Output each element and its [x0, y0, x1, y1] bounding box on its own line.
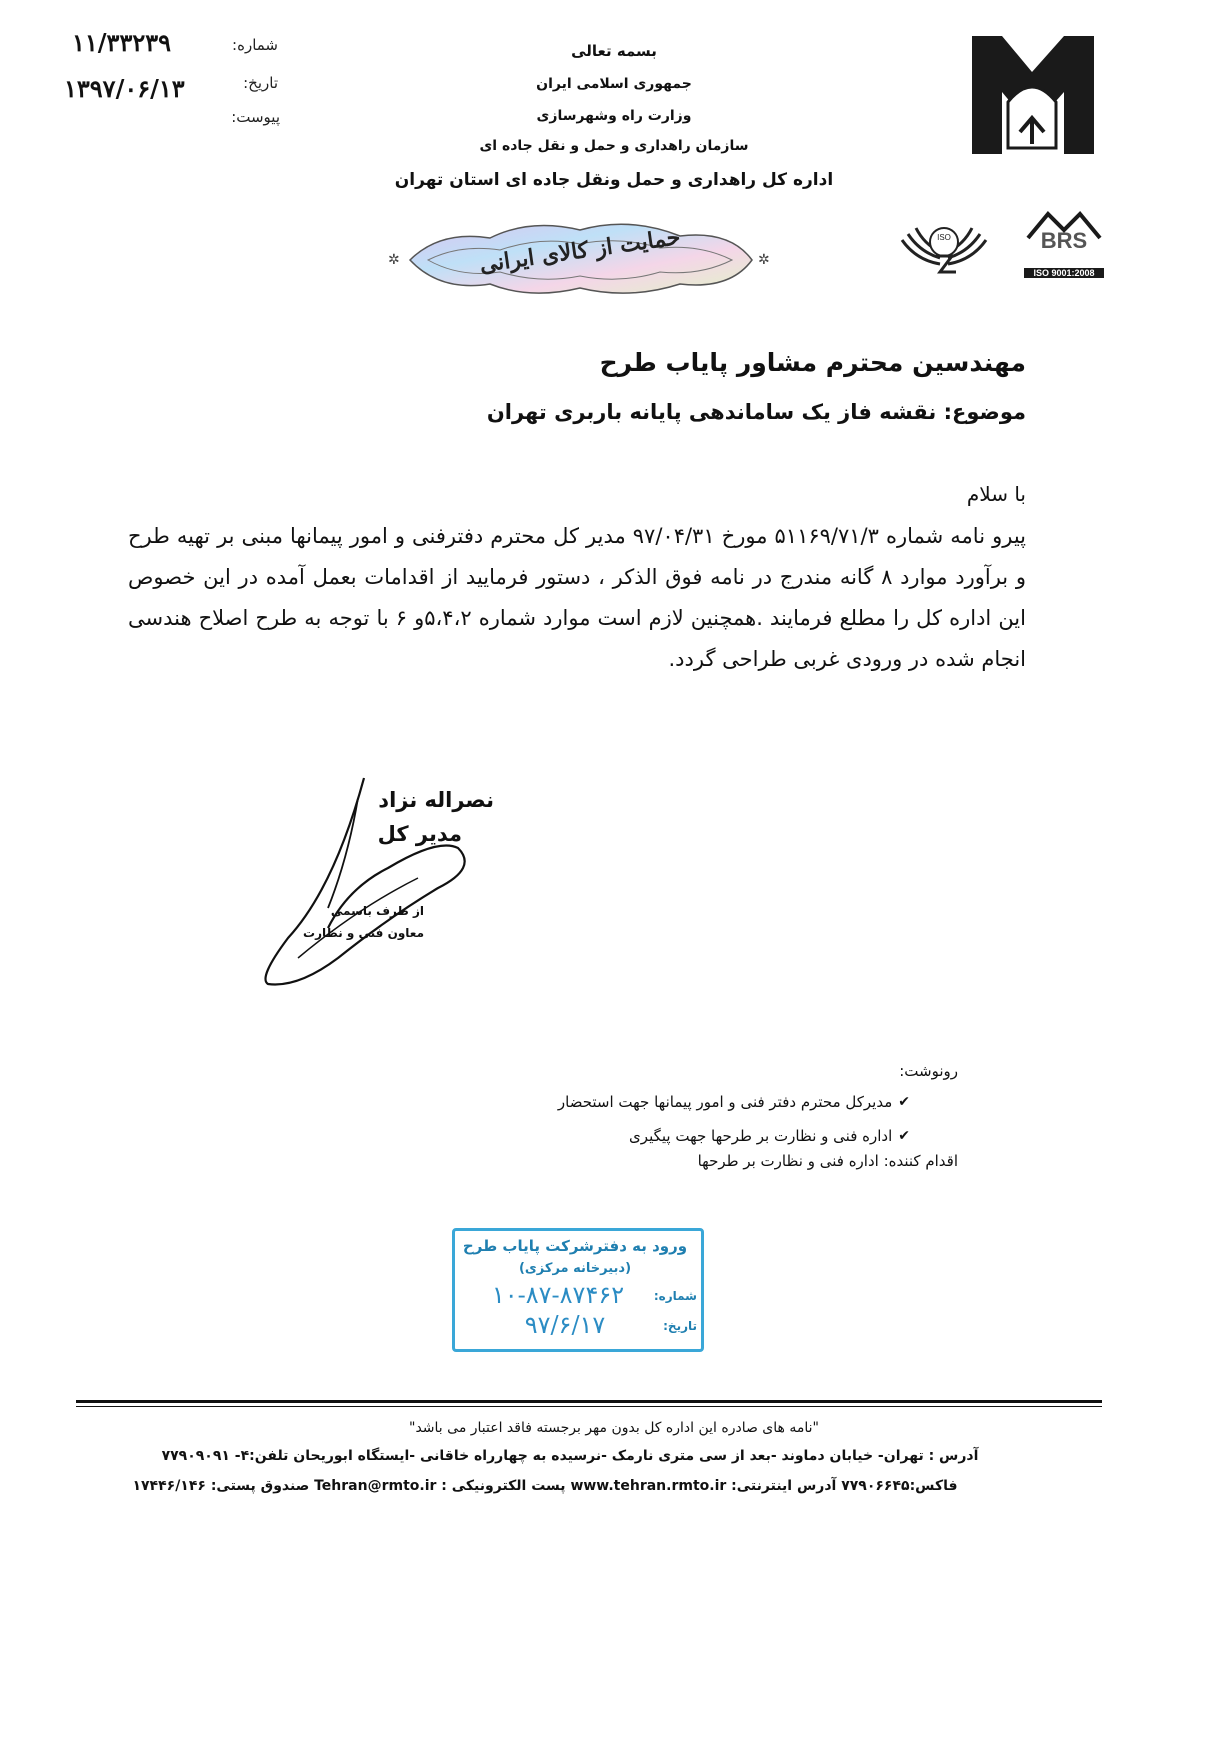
stamp-date-label: تاریخ: [663, 1319, 697, 1333]
iso-text: ISO [937, 233, 951, 242]
republic-line: جمهوری اسلامی ایران [536, 76, 692, 92]
rmto-logo [968, 32, 1098, 158]
iso-emblem [896, 212, 992, 282]
cc-list [420, 1088, 910, 1150]
brs-label: BRS [1040, 228, 1088, 253]
deputy-title: معاون فنی و نظارت [303, 926, 424, 940]
iso-cert-label: ISO 9001:2008 [1024, 268, 1104, 278]
number-label: شماره: [232, 36, 278, 54]
footer-notice: "نامه های صادره این اداره کل بدون مهر برجسته فاقد اعتبار می باشد" [409, 1420, 819, 1436]
signatory-title: مدیر کل [377, 822, 462, 846]
attachment-label: پیوست: [231, 108, 280, 126]
letter-body: پیرو نامه شماره ۵۱۱۶۹/۷۱/۳ مورخ ۹۷/۰۴/۳۱ مدیر کل محترم دفترفنی و امور پیمانها مبنی بر تهیه طرح و برآورد موارد ۸ گانه مندرج در نامه فوق الذکر ، دستور فرمایید از اقدامات بعمل آمده در این خصوص این اداره کل را مطلع فرمایند .همچنین لازم است موارد شماره ۵،۴،۲و ۶ با توجه به طرح اصلاح هندسی انجام شده در ورودی غربی طراحی گردد. [128, 524, 1026, 671]
campaign-banner [380, 200, 780, 310]
on-behalf: از طرف باسمی [330, 904, 424, 918]
iso-wings-icon [896, 212, 992, 282]
svg-text:✲: ✲ [758, 252, 770, 268]
department-line: اداره کل راهداری و حمل ونقل جاده ای استان تهران [394, 170, 834, 190]
number-value: ۱۱/۳۳۲۳۹ [72, 28, 171, 57]
receipt-stamp [452, 1228, 704, 1352]
check-icon: ✔ [898, 1094, 910, 1110]
footer-rule-thick [76, 1400, 1102, 1403]
recipient: مهندسین محترم مشاور پایاب طرح [599, 348, 1026, 377]
cc-item-text: اداره فنی و نظارت بر طرحها جهت پیگیری [629, 1127, 893, 1145]
footer-contact: فاکس:۷۷۹۰۶۶۴۵ آدرس اینترنتی: www.tehran.rmto.ir پست الکترونیکی : Tehran@rmto.ir صندوق پستی: ۱۷۴۴۶/۱۴۶ [132, 1478, 958, 1494]
cc-label: رونوشت: [899, 1062, 958, 1080]
cc-item-text: مدیرکل محترم دفتر فنی و امور پیمانها جهت استحضار [557, 1093, 893, 1111]
action-by: اقدام کننده: اداره فنی و نظارت بر طرحها [697, 1152, 958, 1170]
brs-certification [1024, 208, 1104, 288]
rmto-logo-icon [968, 32, 1098, 158]
date-label: تاریخ: [243, 74, 278, 92]
stamp-line1: ورود به دفترشرکت پایاب طرح [462, 1237, 688, 1255]
signatory-name: نصراله نزاد [378, 788, 494, 812]
svg-text:✲: ✲ [388, 252, 400, 268]
footer-address: آدرس : تهران- خیابان دماوند -بعد از سی متری نارمک -نرسیده به چهارراه خاقانی -ایستگاه ابوریحان تلفن:۴- ۷۷۹۰۹۰۹۱ [161, 1448, 979, 1464]
date-value: ۱۳۹۷/۰۶/۱۳ [64, 74, 185, 103]
organization-line: سازمان راهداری و حمل و نقل جاده ای [479, 138, 749, 154]
cc-item [420, 1122, 910, 1150]
cc-item [420, 1088, 910, 1116]
basmala: بسمه تعالی [571, 42, 657, 60]
banner-text: حمایت از کالای ایرانی [477, 224, 682, 278]
greeting: با سلام [966, 482, 1026, 506]
subject: موضوع: نقشه فاز یک ساماندهی پایانه باربری تهران [486, 400, 1026, 424]
signature [238, 768, 498, 998]
ministry-line: وزارت راه وشهرسازی [536, 108, 692, 124]
stamp-line2: (دبیرخانه مرکزی) [518, 1261, 632, 1276]
stamp-number-label: شماره: [653, 1289, 697, 1303]
footer-rule-thin [76, 1406, 1102, 1407]
stamp-date-value: ۹۷/۶/۱۷ [524, 1311, 606, 1339]
stamp-number-value: ۱۰-۸۷-۸۷۴۶۲ [491, 1281, 625, 1309]
check-icon: ✔ [898, 1128, 910, 1144]
